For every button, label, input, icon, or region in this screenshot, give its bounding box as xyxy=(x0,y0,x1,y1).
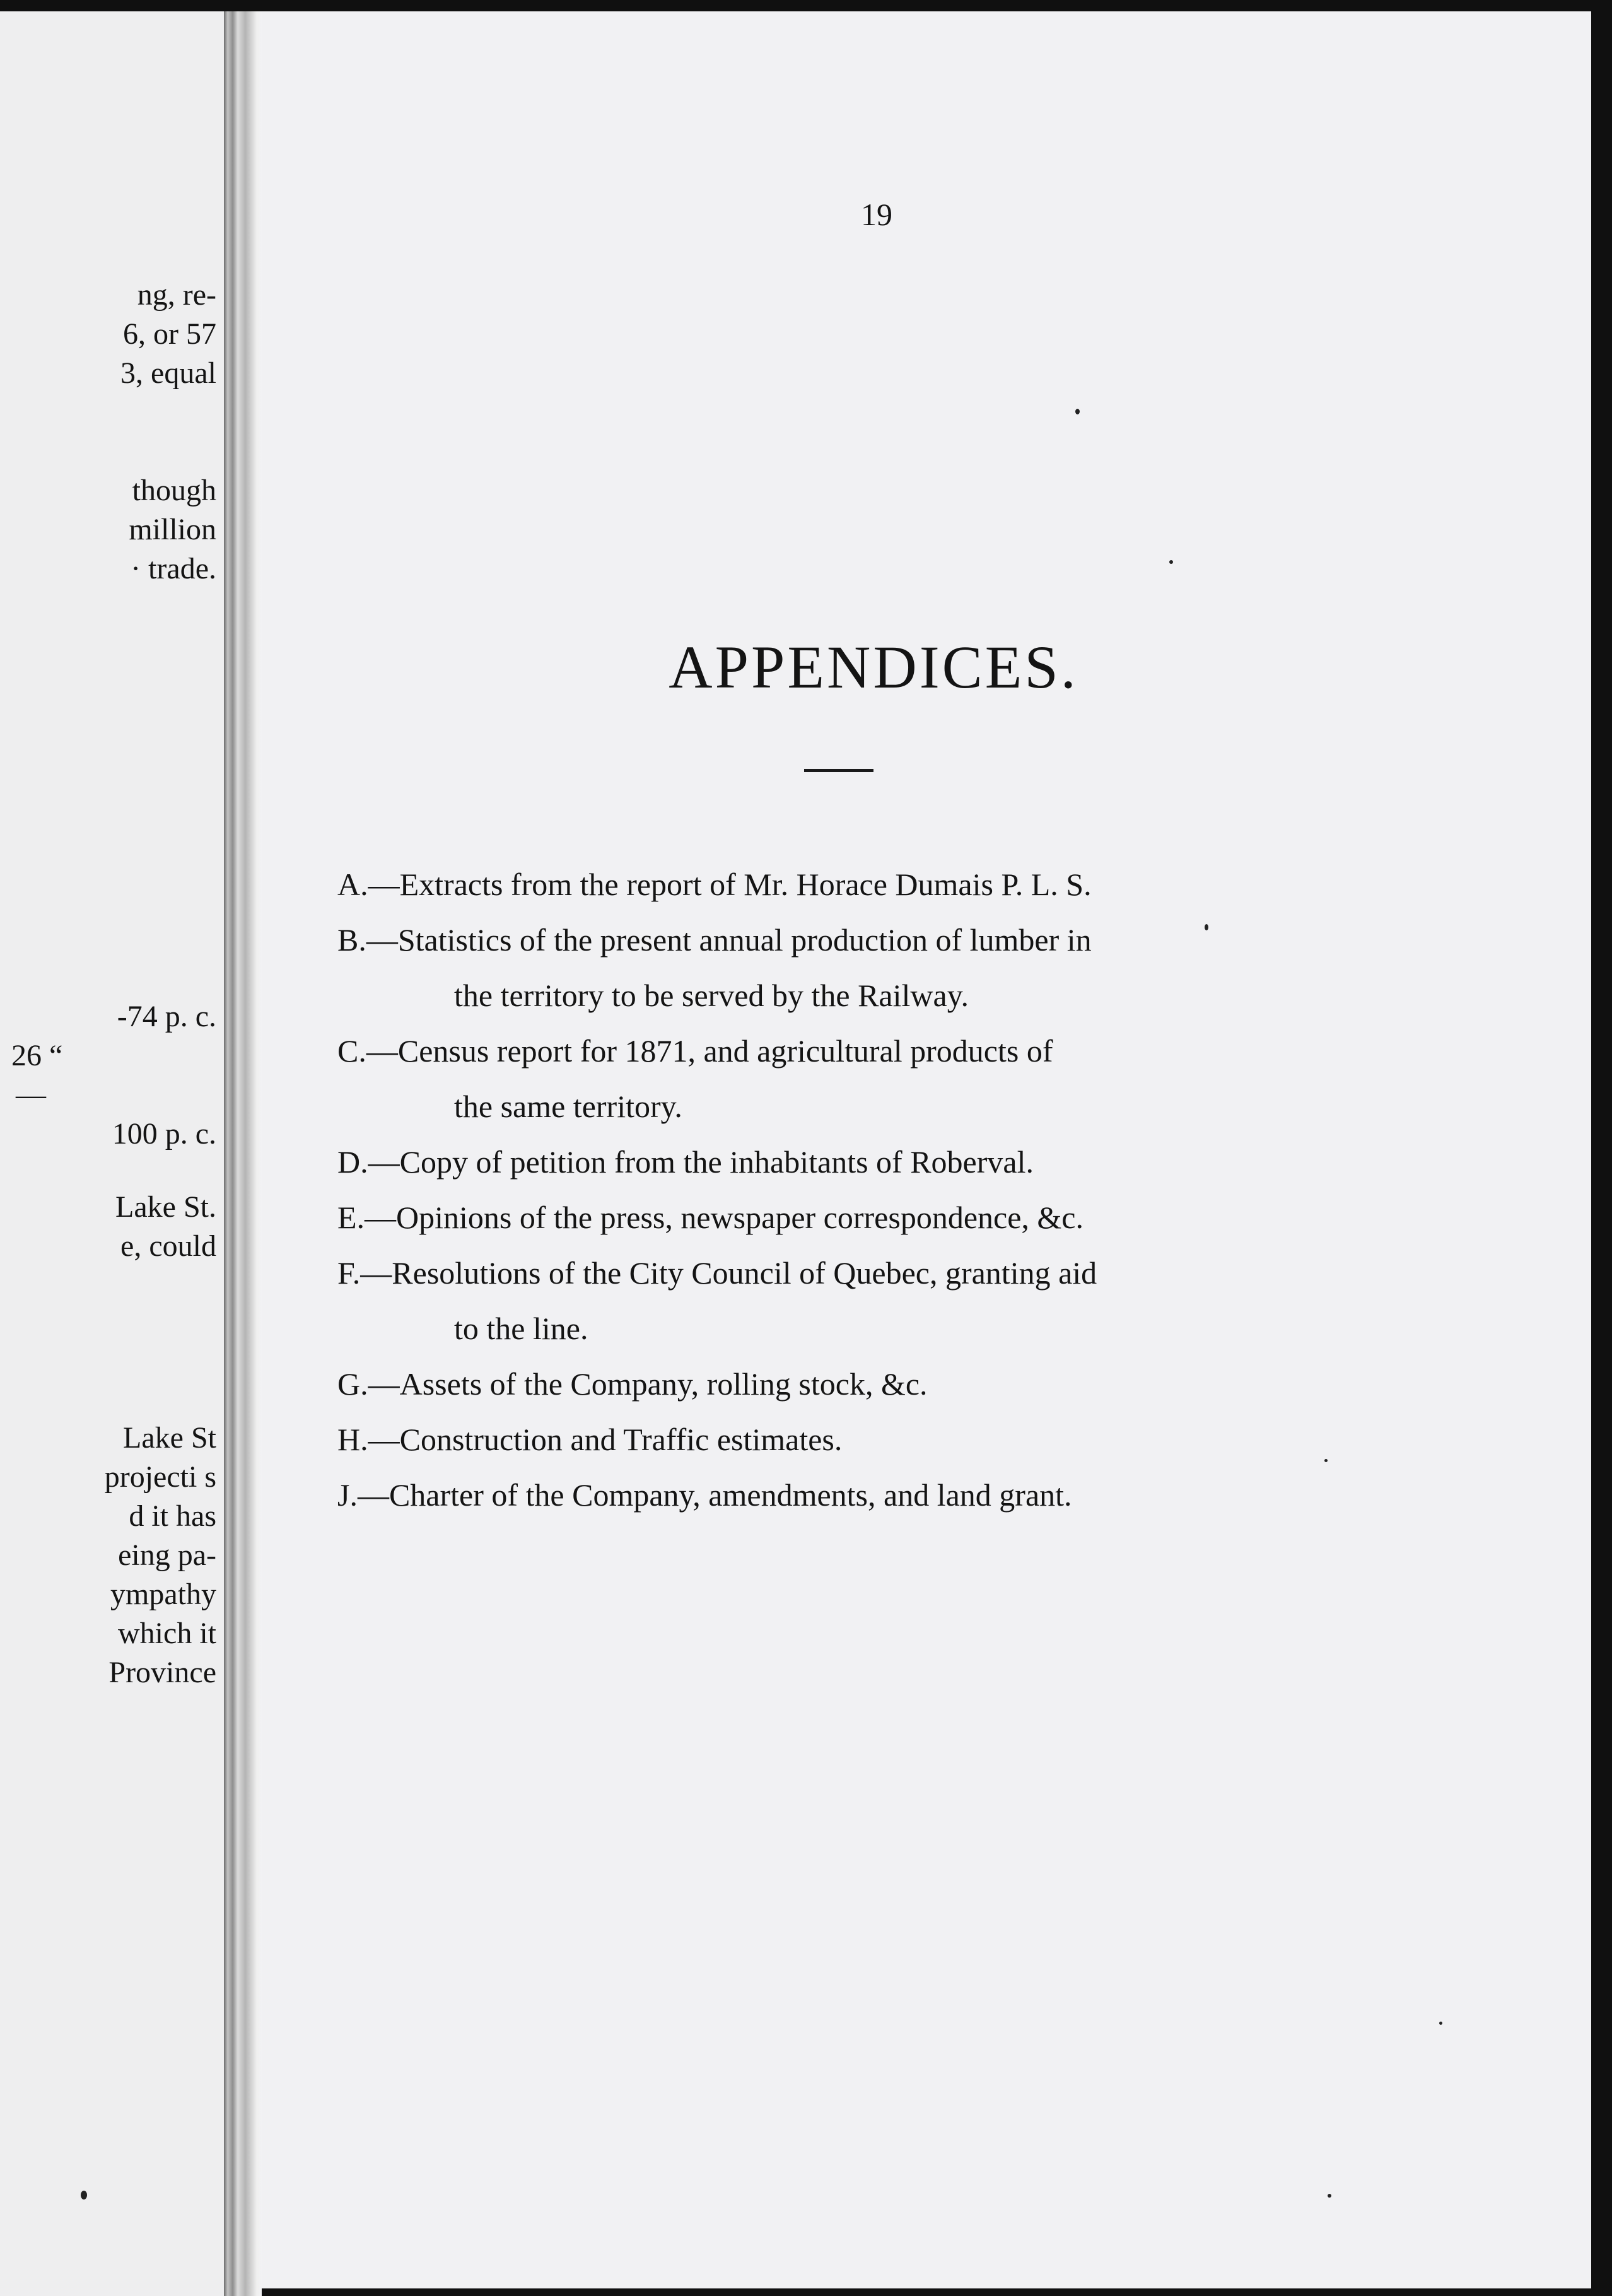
ink-speck xyxy=(1075,409,1080,414)
title-rule xyxy=(804,769,873,772)
ink-speck xyxy=(1169,560,1173,564)
left-text-fragment: 26 “ xyxy=(11,1039,63,1072)
appendix-entry-h: H.—Construction and Traffic estimates. xyxy=(337,1422,843,1457)
ink-speck xyxy=(1439,2022,1442,2025)
ink-speck xyxy=(1205,924,1208,930)
left-text-fragment: 3, equal xyxy=(120,356,216,390)
left-text-fragment: 100 p. c. xyxy=(112,1117,216,1151)
left-text-fragment: million xyxy=(129,513,216,546)
appendix-entry-c-continued: the same territory. xyxy=(454,1089,682,1124)
left-text-fragment: ympathy xyxy=(110,1578,216,1611)
page-title: APPENDICES. xyxy=(669,633,1078,701)
left-text-fragment: -74 p. c. xyxy=(117,1000,216,1033)
page-number: 19 xyxy=(861,197,892,232)
left-text-fragment: projecti s xyxy=(104,1460,216,1494)
appendix-entry-f: F.—Resolutions of the City Council of Quebec, granting aid xyxy=(337,1255,1097,1291)
ink-speck xyxy=(1324,1459,1328,1462)
left-text-fragment: 6, or 57 xyxy=(123,317,216,351)
appendix-entry-f-continued: to the line. xyxy=(454,1311,588,1346)
appendix-entry-e: E.—Opinions of the press, newspaper correspondence, &c. xyxy=(337,1200,1083,1235)
left-text-fragment: d it has xyxy=(129,1499,216,1533)
left-text-fragment: Province xyxy=(108,1656,216,1689)
left-text-fragment: ng, re- xyxy=(137,278,216,312)
left-text-fragment: which it xyxy=(118,1617,216,1650)
book-gutter xyxy=(224,11,262,2296)
appendix-entry-j: J.—Charter of the Company, amendments, and land grant. xyxy=(337,1477,1072,1513)
right-page xyxy=(262,11,1591,2288)
appendix-entry-b: B.—Statistics of the present annual production of lumber in xyxy=(337,922,1092,958)
left-text-fragment: e, could xyxy=(120,1229,216,1263)
left-text-fragment: eing pa- xyxy=(118,1538,216,1572)
appendix-entry-c: C.—Census report for 1871, and agricultural products of xyxy=(337,1033,1053,1069)
left-text-fragment: · trade. xyxy=(131,552,216,585)
left-text-fragment: — xyxy=(16,1078,46,1111)
scan-border-top xyxy=(0,0,1612,11)
appendix-entry-d: D.—Copy of petition from the inhabitants of Roberval. xyxy=(337,1144,1034,1180)
ink-speck xyxy=(81,2191,87,2199)
left-page-fragment xyxy=(0,11,224,2296)
left-text-fragment: though xyxy=(132,474,216,507)
left-text-fragment: Lake St xyxy=(123,1421,216,1455)
appendix-list xyxy=(337,857,1410,1523)
ink-speck xyxy=(1328,2194,1331,2198)
left-text-fragment: Lake St. xyxy=(115,1190,216,1224)
appendix-entry-g: G.—Assets of the Company, rolling stock, &c. xyxy=(337,1366,928,1402)
scan-border-right xyxy=(1591,0,1612,2296)
appendix-entry-b-continued: the territory to be served by the Railway. xyxy=(454,978,969,1013)
appendix-entry-a: A.—Extracts from the report of Mr. Horace Dumais P. L. S. xyxy=(337,867,1092,902)
